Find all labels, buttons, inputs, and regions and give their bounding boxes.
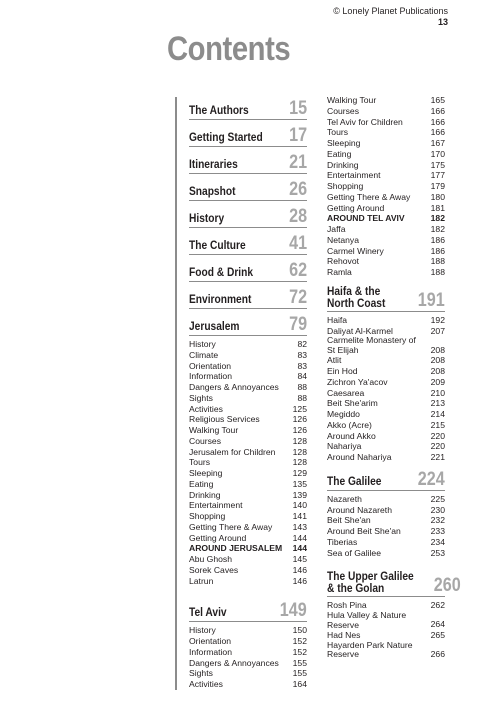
chapter-title: History [189,211,225,225]
entry-title: Megiddo [327,409,360,419]
entry-title: Nazareth [327,493,362,504]
toc-entry[interactable] [327,366,445,377]
entry-title: Caesarea [327,387,365,398]
toc-entry[interactable] [327,409,445,420]
entry-page: 166 [430,105,445,116]
entry-title: Getting Around [327,202,385,213]
entry-page: 264 [430,619,445,630]
entry-page: 180 [430,191,445,202]
entry-title: Carmel Winery [327,245,384,256]
entry-page: 177 [430,170,445,181]
entry-title: Sleeping [327,138,361,148]
toc-left-column [189,93,307,690]
toc-entry[interactable] [327,336,445,355]
entry-page: 175 [430,159,445,170]
entry-page: 207 [430,325,445,336]
entry-title: Around Nahariya [327,452,392,462]
entry-title: History [189,625,216,636]
entry-title: Jerusalem for Children [189,446,276,457]
toc-entry[interactable] [327,170,445,181]
entry-page: 225 [430,493,445,504]
toc-entry[interactable] [327,181,445,192]
entry-page: 143 [292,521,307,532]
entry-page: 208 [430,366,445,376]
chapter-title: The Culture [189,238,246,252]
toc-entry[interactable] [189,457,307,468]
entry-title: Jaffa [327,224,346,234]
publisher-credit: © Lonely Planet Publications [333,6,448,16]
entry-title: Atlit [327,355,342,366]
entry-title: Tours [189,457,211,468]
toc-entry[interactable] [189,479,307,490]
entry-page: 214 [430,409,445,419]
entry-title: Religious Services [189,414,260,425]
toc-entry[interactable] [327,494,445,505]
toc-entry[interactable] [189,371,307,382]
entry-page: 170 [430,148,445,159]
chapter-haifa-north-coast[interactable] [327,283,445,312]
toc-entry[interactable] [189,404,307,415]
entry-page: 144 [292,543,307,554]
entry-page: 88 [297,382,307,392]
tel-aviv-entries-continued [327,95,445,278]
entry-title: Rosh Pina [327,600,367,611]
entry-page: 146 [292,564,307,575]
chapter-page: 224 [418,468,445,490]
entry-title: Getting Around [189,532,247,543]
toc-entry[interactable] [327,192,445,203]
toc-entry[interactable] [327,203,445,214]
toc-entry[interactable] [189,393,307,404]
entry-page: 88 [297,392,307,403]
entry-title: Abu Ghosh [189,554,232,564]
entry-title: Dangers & Annoyances [189,657,279,668]
toc-entry[interactable] [327,355,445,366]
chapter-page: 62 [289,260,307,281]
entry-page: 233 [430,526,445,536]
entry-page: 182 [430,224,445,234]
toc-entry[interactable] [189,576,307,587]
jerusalem-entries [189,339,307,586]
entry-title: Sights [189,392,213,403]
entry-title: Beit She'arim [327,398,378,409]
page-number: 13 [437,17,448,27]
entry-title: Akko (Acre) [327,419,372,430]
entry-page: 210 [430,387,445,398]
chapter-page: 79 [289,314,307,335]
chapter-page: 21 [289,152,307,173]
chapter-page: 15 [289,98,307,119]
entry-page: 262 [430,600,445,611]
toc-entry[interactable] [327,106,445,117]
toc-entry[interactable] [327,315,445,326]
entry-title: Shopping [327,181,364,191]
entry-title: Around Beit She'an [327,526,401,536]
entry-page: 83 [297,349,307,360]
toc-entry[interactable] [189,647,307,658]
toc-entry[interactable] [327,441,445,452]
toc-entry[interactable] [327,246,445,257]
chapter-upper-galilee-golan[interactable] [327,569,461,597]
toc-entry[interactable] [327,526,445,537]
entry-title: Hayarden Park Nature Reserve [327,639,413,660]
toc-entry[interactable] [189,679,307,690]
entry-title: AROUND JERUSALEM [189,543,283,554]
chapter-title: Haifa & the North Coast [327,283,386,310]
chapter-title: The Upper Galilee & the Golan [327,569,414,596]
entry-title: Tel Aviv for Children [327,116,403,127]
chapter-title: Jerusalem [189,319,240,333]
chapter-row[interactable] [189,93,307,120]
entry-page: 140 [292,500,307,511]
toc-entry[interactable] [327,267,445,278]
toc-entry[interactable] [327,160,445,171]
toc-entry[interactable] [189,361,307,372]
toc-entry[interactable] [189,625,307,636]
toc-entry[interactable] [327,377,445,388]
entry-title: Orientation [189,360,232,371]
entry-title: Around Nazareth [327,504,392,515]
chapter-row[interactable] [189,120,307,147]
entry-title: Walking Tour [327,95,377,105]
entry-title: Eating [327,148,352,159]
entry-title: Shopping [189,511,226,521]
entry-page: 192 [430,314,445,325]
entry-title: Haifa [327,314,348,325]
entry-title: Tiberias [327,536,358,547]
entry-page: 234 [430,536,445,547]
tel-aviv-entries [189,625,307,690]
entry-page: 152 [292,646,307,657]
entry-title: Ramla [327,267,352,277]
toc-entry[interactable] [327,256,445,267]
chapter-title: Environment [189,292,252,306]
entry-page: 208 [430,344,445,355]
chapter-galilee[interactable] [327,468,445,491]
entry-page: 220 [430,430,445,441]
entry-page: 166 [430,116,445,127]
vertical-rule [175,97,177,690]
chapter-title: Itineraries [189,157,238,171]
toc-entry[interactable] [327,548,445,559]
entry-title: Eating [189,478,214,489]
entry-page: 266 [430,649,445,659]
entry-title: Sleeping [189,468,223,478]
toc-entry[interactable] [189,668,307,679]
toc-entry[interactable] [327,117,445,128]
chapter-page: 41 [289,233,307,254]
entry-title: Drinking [189,489,221,500]
toc-entry[interactable] [189,543,307,554]
entry-page: 215 [430,419,445,430]
entry-page: 155 [292,657,307,668]
entry-page: 126 [292,425,307,435]
entry-title: Zichron Ya'acov [327,376,388,387]
entry-title: Dangers & Annoyances [189,382,279,392]
toc-entry[interactable] [189,425,307,436]
chapter-page: 191 [418,289,445,311]
entry-title: Daliyat Al-Karmel [327,325,393,336]
entry-title: Sights [189,668,213,679]
entry-page: 208 [430,355,445,366]
entry-page: 146 [292,575,307,586]
entry-title: Walking Tour [189,425,239,435]
entry-page: 139 [292,489,307,500]
entry-page: 253 [430,547,445,558]
chapter-tel-aviv[interactable] [189,595,307,622]
entry-title: Sorek Caves [189,564,239,575]
entry-page: 188 [430,267,445,277]
entry-page: 152 [292,636,307,646]
entry-title: Carmelite Monastery of St Elijah [327,335,416,355]
toc-entry[interactable] [327,388,445,399]
entry-page: 128 [292,457,307,468]
entry-page: 128 [292,435,307,446]
chapter-row[interactable] [189,255,307,282]
toc-entry[interactable] [327,224,445,235]
upper-galilee-entries [327,600,445,660]
toc-entry[interactable] [189,500,307,511]
toc-entry[interactable] [327,127,445,138]
entry-title: Entertainment [327,170,381,181]
toc-entry[interactable] [189,350,307,361]
toc-entry[interactable] [327,398,445,409]
chapter-title: Getting Started [189,130,263,144]
entry-page: 82 [297,339,307,349]
entry-page: 166 [430,127,445,138]
toc-entry[interactable] [327,420,445,431]
entry-page: 165 [430,95,445,105]
entry-page: 126 [292,414,307,425]
entry-title: Latrun [189,575,214,586]
toc-entry[interactable] [327,537,445,548]
chapter-jerusalem[interactable] [189,309,307,336]
entry-page: 186 [430,245,445,256]
entry-title: Getting There & Away [327,191,411,202]
entry-page: 265 [430,630,445,640]
chapter-title: The Galilee [327,473,382,488]
entry-title: Nahariya [327,441,362,452]
entry-title: Ein Hod [327,366,358,376]
toc-entry[interactable] [189,468,307,479]
toc-entry[interactable] [189,436,307,447]
chapter-title: The Authors [189,103,249,117]
entry-page: 232 [430,515,445,526]
chapter-page: 28 [289,206,307,227]
entry-title: Courses [189,435,221,446]
toc-entry[interactable] [189,565,307,576]
entry-page: 150 [292,625,307,636]
entry-title: Activities [189,679,223,689]
entry-title: Beit She'an [327,515,371,526]
chapter-title: Snapshot [189,184,236,198]
chapter-row[interactable] [189,228,307,255]
entry-page: 182 [430,213,445,224]
toc-right-column [327,95,461,660]
entry-page: 125 [292,403,307,414]
chapter-page: 17 [289,125,307,146]
entry-title: Drinking [327,159,359,170]
entry-page: 167 [430,138,445,148]
entry-page: 144 [292,532,307,543]
entry-title: Getting There & Away [189,521,273,532]
toc-entry[interactable] [327,515,445,526]
entry-title: Had Nes [327,630,361,640]
toc-entry[interactable] [327,611,445,630]
entry-title: Rehovot [327,256,360,267]
chapter-page: 72 [289,287,307,308]
entry-page: 164 [292,679,307,689]
entry-title: Netanya [327,234,360,245]
chapter-row[interactable] [189,282,307,309]
toc-entry[interactable] [189,522,307,533]
chapter-page: 260 [433,575,461,597]
toc-entry[interactable] [189,339,307,350]
toc-entry[interactable] [189,554,307,565]
entry-title: Around Akko [327,430,376,441]
toc-entry[interactable] [189,447,307,458]
haifa-entries [327,315,445,463]
chapter-title: Food & Drink [189,265,254,279]
chapter-page: 26 [289,179,307,200]
chapter-title: Tel Aviv [189,605,227,620]
toc-entry[interactable] [327,213,445,224]
entry-title: Information [189,646,232,657]
top-chapters [189,93,307,309]
entry-page: 209 [430,376,445,387]
toc-entry[interactable] [189,490,307,501]
entry-title: Tours [327,127,349,138]
entry-page: 155 [292,668,307,679]
entry-title: Entertainment [189,500,243,511]
entry-title: Courses [327,105,359,116]
chapter-row[interactable] [189,201,307,228]
entry-page: 213 [430,398,445,409]
entry-title: History [189,339,216,349]
toc-entry[interactable] [327,235,445,246]
entry-page: 230 [430,504,445,515]
toc-entry[interactable] [327,431,445,442]
entry-title: Activities [189,403,223,414]
entry-page: 145 [292,554,307,564]
entry-title: Sea of Galilee [327,547,381,558]
page-title: Contents [167,30,291,68]
entry-page: 220 [430,441,445,452]
entry-page: 83 [297,360,307,371]
toc-entry[interactable] [327,138,445,149]
entry-page: 221 [430,452,445,462]
chapter-row[interactable] [189,174,307,201]
entry-title: Hula Valley & Nature Reserve [327,610,407,630]
entry-page: 179 [430,181,445,191]
chapter-row[interactable] [189,147,307,174]
chapter-page: 149 [280,600,307,622]
toc-entry[interactable] [189,511,307,522]
galilee-entries [327,494,445,559]
entry-page: 181 [430,202,445,213]
entry-page: 129 [292,468,307,478]
toc-entry[interactable] [327,641,445,660]
entry-page: 128 [292,446,307,457]
entry-title: Information [189,371,232,382]
entry-title: AROUND TEL AVIV [327,213,405,224]
toc-entry[interactable] [327,149,445,160]
toc-entry[interactable] [327,95,445,106]
toc-entry[interactable] [189,533,307,544]
entry-page: 135 [292,478,307,489]
entry-title: Climate [189,349,219,360]
toc-entry[interactable] [189,658,307,669]
toc-entry[interactable] [327,452,445,463]
toc-entry[interactable] [189,636,307,647]
toc-entry[interactable] [327,505,445,516]
toc-entry[interactable] [189,382,307,393]
entry-page: 84 [297,371,307,382]
entry-page: 186 [430,234,445,245]
entry-page: 188 [430,256,445,267]
toc-entry[interactable] [189,414,307,425]
entry-page: 141 [292,511,307,521]
entry-title: Orientation [189,636,232,646]
